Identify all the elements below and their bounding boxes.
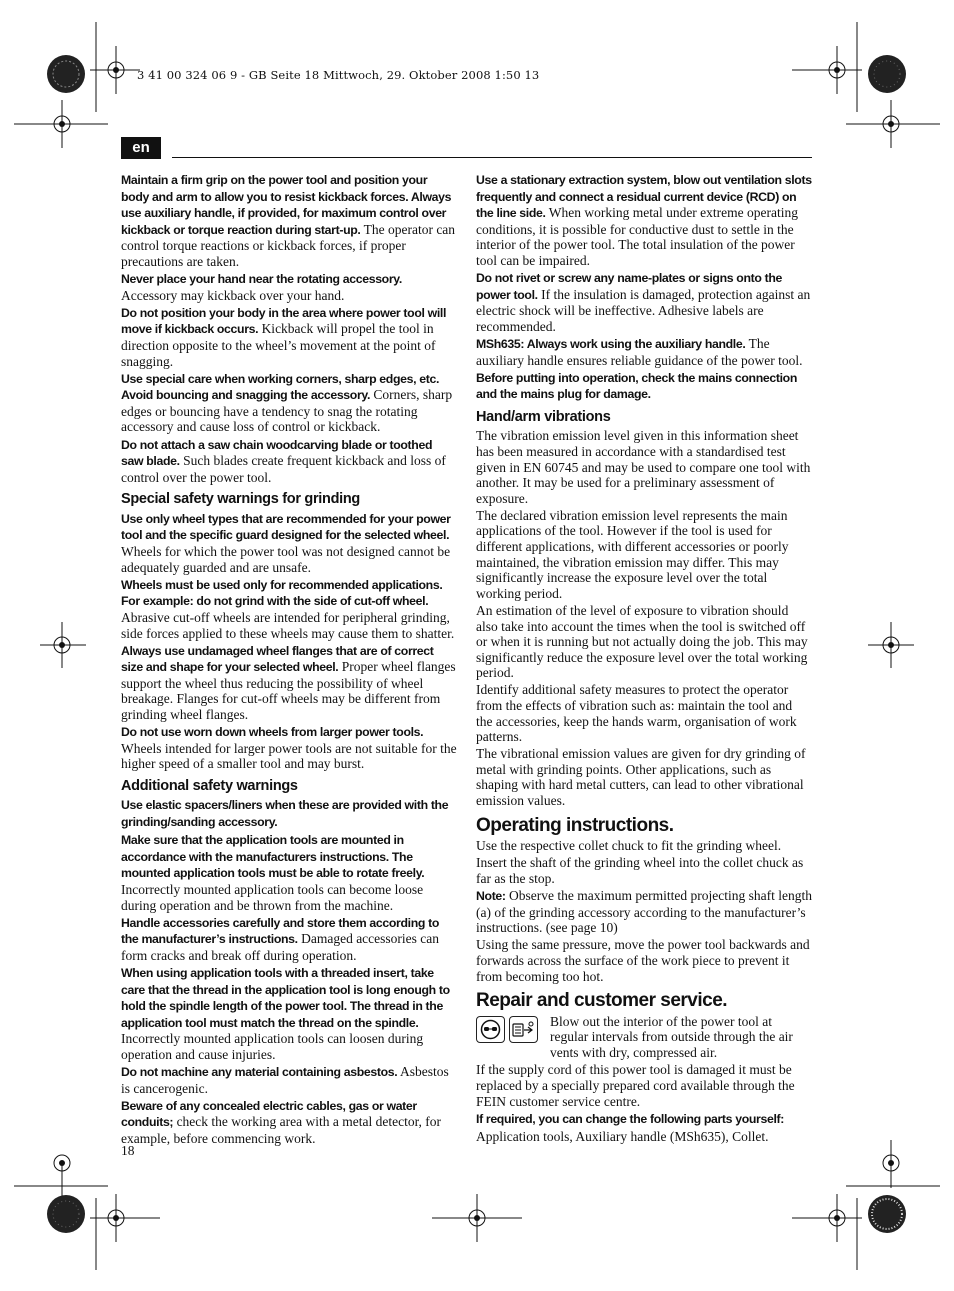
body-text: The operator can control torque reactions or kickback forces, if proper precautions are taken. bbox=[121, 221, 456, 269]
body-text: When working metal under extreme operating conditions, it is possible for conductive dust to settle in the interior of the power tool. The total insulation of the power tool can be impaired. bbox=[476, 205, 799, 268]
bold-lead: Use a stationary extraction system, blow out ventilation slots frequently and connect a residual current device (RCD) on the line side. bbox=[476, 173, 812, 221]
body-text: If the insulation is damaged, protection against an electric shock will be ineffective. Adhesive labels are recommended. bbox=[476, 286, 811, 334]
paragraph: Using the same pressure, move the power tool backwards and forwards across the surface of the work piece to prevent it from becoming too hot. bbox=[476, 937, 810, 984]
body-text: Accessory may kickback over your hand. bbox=[121, 287, 345, 303]
paragraph: The vibrational emission values are given for dry grinding of metal with grinding points. Other applications, such as shaping with hard metal cutters, can lead to other vibrational emission values. bbox=[476, 746, 806, 809]
bold-lead: Use special care when working corners, sharp edges, etc. Avoid bouncing and snagging the accessory. bbox=[121, 371, 440, 403]
paragraph bbox=[476, 370, 812, 403]
bold-lead: Wheels must be used only for recommended applications. For example: do not grind with the side of cut-off wheel. bbox=[121, 577, 443, 609]
header-rule bbox=[172, 157, 812, 158]
pictograms bbox=[476, 1014, 538, 1061]
body-text: Wheels for which the power tool was not designed cannot be adequately guarded and are unsafe. bbox=[121, 544, 451, 575]
paragraph bbox=[476, 172, 812, 269]
body-text: check the working area with a metal detector, for example, before commencing work. bbox=[121, 1114, 442, 1146]
paragraph bbox=[121, 371, 457, 435]
section-heading-vibrations: Hand/arm vibrations bbox=[476, 408, 611, 425]
bold-lead: Maintain a firm grip on the power tool and position your body and arm to allow you to resist kickback forces. Always use auxiliary handle, if provided, for maximum control over kickback or torque reaction during start-up. bbox=[121, 173, 452, 237]
paragraph bbox=[121, 965, 457, 1063]
print-header-line: 3 41 00 324 06 9 - GB Seite 18 Mittwoch, 29. Oktober 2008 1:50 13 bbox=[137, 68, 540, 82]
body-text: Abrasive cut-off wheels are intended for peripheral grinding, side forces applied to these wheels may cause them to shatter. bbox=[121, 609, 455, 641]
paragraph bbox=[121, 1098, 457, 1147]
bold-lead: MSh635: Always work using the auxiliary handle. bbox=[476, 336, 746, 351]
paragraph bbox=[121, 305, 457, 369]
bold-lead: Do not rivet or screw any name-plates or signs onto the power tool. bbox=[476, 271, 782, 302]
blow-out-text: Blow out the interior of the power tool at regular intervals from outside through the air vents with dry, compressed air. bbox=[550, 1013, 793, 1060]
paragraph bbox=[121, 172, 457, 270]
body-text: Kickback will propel the tool in direction opposite to the wheel’s movement at the point of snagging. bbox=[121, 321, 436, 369]
body-text: Incorrectly mounted application tools can become loose during operation and be thrown from the machine. bbox=[121, 881, 424, 913]
paragraph bbox=[121, 643, 457, 723]
paragraph: The declared vibration emission level represents the main applications of the tool. However if the tool is used for different applications, with different accessories or poorly maintained, the vibration emission may differ. This may significantly increase the exposure level over the total working period. bbox=[476, 507, 789, 601]
language-badge: en bbox=[121, 137, 161, 159]
paragraph bbox=[121, 437, 457, 486]
bold-lead: Do not position your body in the area where power tool will move if kickback occurs. bbox=[121, 305, 447, 337]
section-heading-repair: Repair and customer service. bbox=[476, 990, 728, 1012]
bold-lead: Note: bbox=[476, 889, 506, 904]
paragraph: Application tools, Auxiliary handle (MSh635), Collet. bbox=[476, 1128, 769, 1144]
paragraph bbox=[121, 797, 457, 830]
paragraph bbox=[121, 724, 457, 772]
repair-icon-row bbox=[476, 1014, 812, 1061]
paragraph bbox=[121, 832, 457, 913]
body-text: Damaged accessories can form cracks and break off during operation. bbox=[121, 931, 440, 963]
body-text: The auxiliary handle ensures reliable guidance of the power tool. bbox=[476, 335, 803, 368]
body-text: Proper wheel flanges support the wheel thus reducing the possibility of wheel breakage. Flanges for cut-off wheels may be different from grinding wheel flanges. bbox=[121, 659, 456, 722]
bold-lead: Beware of any concealed electric cables, gas or water conduits; bbox=[121, 1098, 417, 1130]
section-heading-grinding: Special safety warnings for grinding bbox=[121, 491, 360, 508]
paragraph bbox=[476, 888, 812, 936]
safety-goggles-icon bbox=[476, 1016, 505, 1043]
page-number: 18 bbox=[121, 1143, 135, 1158]
section-heading-additional: Additional safety warnings bbox=[121, 777, 298, 794]
bold-lead: If required, you can change the following parts yourself: bbox=[476, 1111, 785, 1126]
bold-lead: Do not use worn down wheels from larger power tools. bbox=[121, 725, 424, 740]
paragraph bbox=[121, 577, 457, 641]
body-text: Corners, sharp edges or bouncing have a tendency to snag the rotating accessory and cause loss of control or kickback. bbox=[121, 387, 453, 435]
bold-lead: Always use undamaged wheel flanges that are of correct size and shape for your selected wheel. bbox=[121, 643, 434, 675]
bold-lead: Do not machine any material containing asbestos. bbox=[121, 1064, 398, 1079]
paragraph bbox=[476, 336, 812, 368]
paragraph bbox=[121, 1064, 457, 1096]
bold-lead: Handle accessories carefully and store them according to the manufacturer’s instructions. bbox=[121, 915, 440, 947]
body-text: Asbestos is cancerogenic. bbox=[121, 1063, 449, 1096]
body-text: Such blades create frequent kickback and loss of control over the power tool. bbox=[121, 453, 446, 485]
paragraph: Use the respective collet chuck to fit the grinding wheel. bbox=[476, 838, 782, 854]
paragraph bbox=[476, 270, 812, 334]
body-text: Observe the maximum permitted projecting shaft length (a) of the grinding accessory according to the manufacturer’s instructions. (see page 10) bbox=[476, 888, 812, 936]
paragraph bbox=[121, 915, 457, 964]
bold-lead: Before putting into operation, check the mains connection and the mains plug for damage. bbox=[476, 370, 797, 402]
section-heading-operating: Operating instructions. bbox=[476, 814, 674, 836]
blow-out-icon bbox=[509, 1016, 538, 1043]
paragraph: An estimation of the level of exposure to vibration should also take into account the times when the tool is switched off or when it is running but not actually doing the job. This may significantly reduce the exposure level over the total working period. bbox=[476, 602, 808, 681]
bold-lead: Use only wheel types that are recommended for your power tool and the specific guard designed for the selected wheel. bbox=[121, 511, 451, 543]
paragraph: If the supply cord of this power tool is damaged it must be replaced by a specially prepared cord available through the FEIN customer service centre. bbox=[476, 1062, 795, 1109]
paragraph: Insert the shaft of the grinding wheel into the collet chuck as far as the stop. bbox=[476, 855, 804, 886]
right-column bbox=[476, 172, 812, 1146]
bold-lead: Never place your hand near the rotating accessory. bbox=[121, 272, 402, 287]
bold-lead: Do not attach a saw chain woodcarving blade or toothed saw blade. bbox=[121, 437, 433, 469]
bold-lead: Use elastic spacers/liners when these are provided with the grinding/sanding accessory. bbox=[121, 798, 449, 830]
body-text: Wheels intended for larger power tools are not suitable for the higher speed of a smaller tool and may burst. bbox=[121, 740, 457, 772]
paragraph bbox=[121, 271, 457, 303]
paragraph bbox=[121, 511, 457, 575]
bold-lead: Make sure that the application tools are mounted in accordance with the manufacturers instructions. The mounted application tools must be able to rotate freely. bbox=[121, 833, 425, 881]
paragraph bbox=[476, 1111, 812, 1128]
bold-lead: When using application tools with a threaded insert, take care that the thread in the application tool is long enough to hold the spindle length of the power tool. The thread in the application tool must match the thread on the spindle. bbox=[121, 965, 450, 1030]
paragraph: Identify additional safety measures to protect the operator from the effects of vibration such as: maintain the tool and the accessories, keep the hands warm, organisation of work patterns. bbox=[476, 682, 797, 745]
paragraph: The vibration emission level given in this information sheet has been measured in accordance with a standardised test given in EN 60745 and may be used to compare one tool with another. It may be used for a preliminary assessment of exposure. bbox=[476, 428, 811, 506]
body-text: Incorrectly mounted application tools can loosen during operation and cause injuries. bbox=[121, 1031, 424, 1062]
left-column bbox=[121, 172, 457, 1148]
